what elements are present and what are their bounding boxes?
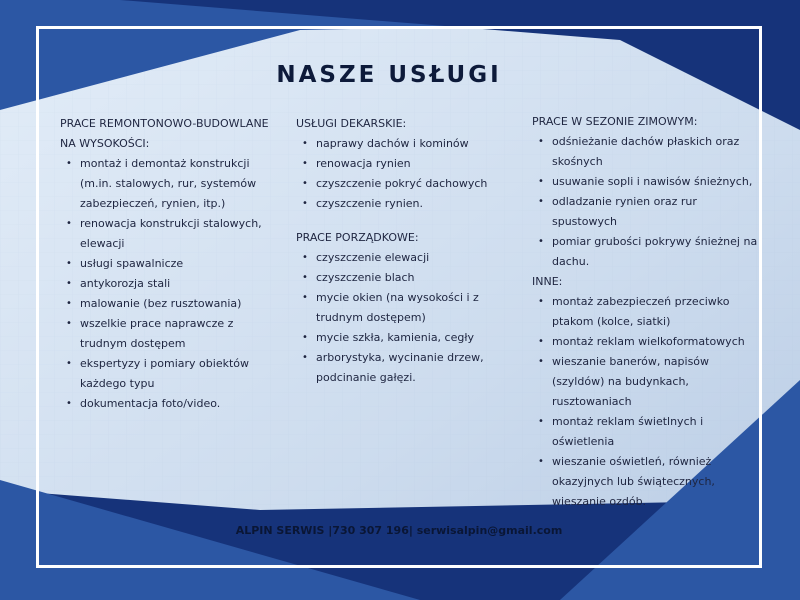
list-item: • mycie szkła, kamienia, cegły bbox=[316, 328, 506, 348]
list-item: • czyszczenie blach bbox=[316, 268, 506, 288]
list-item: • montaż reklam świetlnych i oświetlenia bbox=[552, 412, 764, 452]
list-item: • usuwanie sopli i nawisów śnieżnych, bbox=[552, 172, 764, 192]
list-item: • antykorozja stali bbox=[80, 274, 270, 294]
section-heading: INNE: bbox=[532, 275, 563, 288]
list-item: • wieszanie oświetleń, również okazyjnych lub świątecznych, wieszanie ozdób. bbox=[552, 452, 764, 512]
service-list bbox=[532, 132, 764, 272]
list-item: • czyszczenie pokryć dachowych bbox=[316, 174, 506, 194]
list-item: • montaż reklam wielkoformatowych bbox=[552, 332, 764, 352]
page-title: NASZE USŁUGI bbox=[276, 62, 502, 88]
column-renovation bbox=[60, 114, 270, 414]
list-item: • arborystyka, wycinanie drzew, podcinanie gałęzi. bbox=[316, 348, 506, 388]
list-item: • renowacja konstrukcji stalowych, elewacji bbox=[80, 214, 270, 254]
service-list bbox=[296, 248, 506, 388]
list-item: • malowanie (bez rusztowania) bbox=[80, 294, 270, 314]
service-list bbox=[532, 292, 764, 512]
service-list bbox=[296, 134, 506, 214]
section-heading: PRACE PORZĄDKOWE: bbox=[296, 231, 419, 244]
list-item: • czyszczenie elewacji bbox=[316, 248, 506, 268]
contact-footer: ALPIN SERWIS |730 307 196| serwisalpin@gmail.com bbox=[235, 524, 563, 537]
column-winter-other bbox=[532, 112, 764, 512]
list-item: • mycie okien (na wysokości i z trudnym dostępem) bbox=[316, 288, 506, 328]
section-heading: PRACE REMONTONOWO-BUDOWLANE NA WYSOKOŚCI: bbox=[60, 117, 269, 150]
list-item: • renowacja rynien bbox=[316, 154, 506, 174]
list-item: • naprawy dachów i kominów bbox=[316, 134, 506, 154]
column-roofing-cleaning bbox=[296, 114, 506, 388]
list-item: • dokumentacja foto/video. bbox=[80, 394, 270, 414]
section-heading: PRACE W SEZONIE ZIMOWYM: bbox=[532, 115, 698, 128]
list-item: • montaż i demontaż konstrukcji (m.in. stalowych, rur, systemów zabezpieczeń, rynien, itp.) bbox=[80, 154, 270, 214]
section-heading: USŁUGI DEKARSKIE: bbox=[296, 117, 407, 130]
list-item: • pomiar grubości pokrywy śnieżnej na dachu. bbox=[552, 232, 764, 272]
list-item: • odladzanie rynien oraz rur spustowych bbox=[552, 192, 764, 232]
list-item: • montaż zabezpieczeń przeciwko ptakom (kolce, siatki) bbox=[552, 292, 764, 332]
list-item: • odśnieżanie dachów płaskich oraz skośnych bbox=[552, 132, 764, 172]
list-item: • czyszczenie rynien. bbox=[316, 194, 506, 214]
list-item: • ekspertyzy i pomiary obiektów każdego typu bbox=[80, 354, 270, 394]
service-list bbox=[60, 154, 270, 414]
list-item: • usługi spawalnicze bbox=[80, 254, 270, 274]
list-item: • wszelkie prace naprawcze z trudnym dostępem bbox=[80, 314, 270, 354]
list-item: • wieszanie banerów, napisów (szyldów) na budynkach, rusztowaniach bbox=[552, 352, 764, 412]
